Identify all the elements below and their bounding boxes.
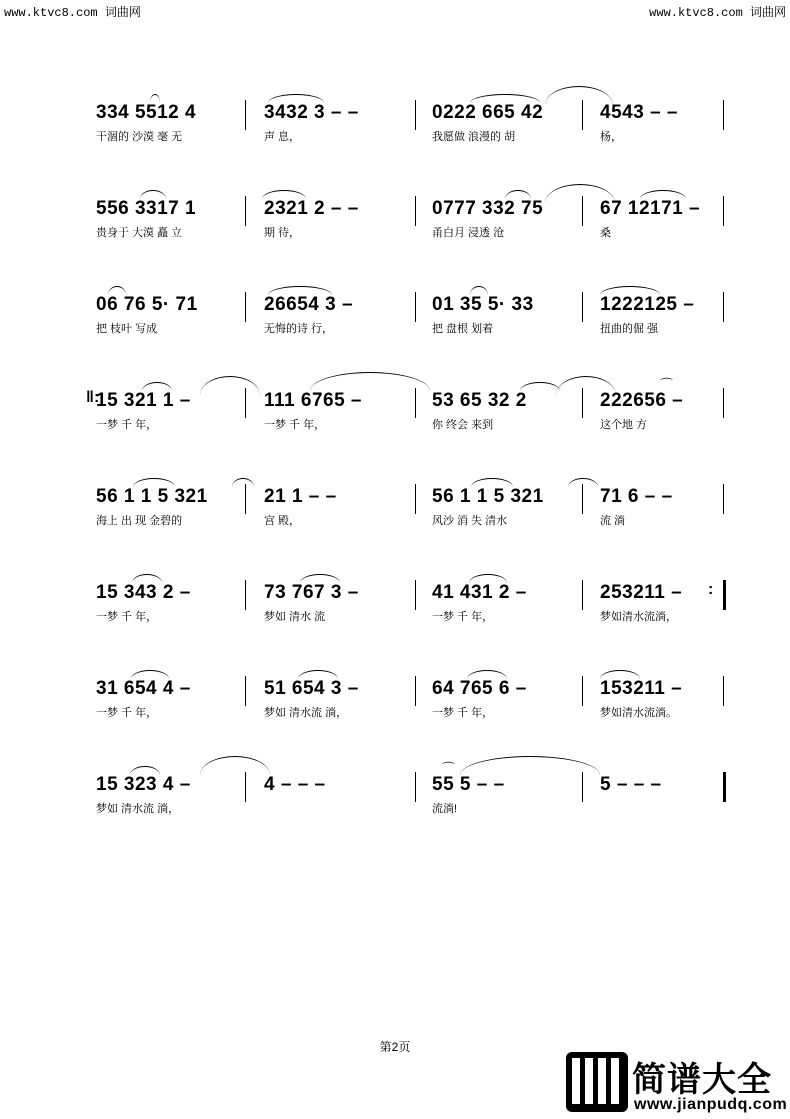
measure-lyrics: 桑	[600, 227, 611, 239]
measure-notes: 71 6 – –	[600, 486, 673, 507]
measure-notes: 73 767 3 –	[264, 582, 359, 603]
bar-line	[415, 676, 416, 706]
bar-line	[582, 292, 583, 322]
bar-line	[415, 100, 416, 130]
tie-arc	[268, 286, 332, 295]
measure-notes: 0777 332 75	[432, 198, 544, 219]
measure-lyrics: 梦如 清水 流	[264, 611, 326, 623]
bar-line	[723, 772, 726, 802]
measure-lyrics: 宫 殿，	[264, 515, 301, 527]
score-row	[0, 761, 790, 842]
measure-notes: 06 76 5· 71	[96, 294, 198, 315]
measure-lyrics: 一梦 千 年，	[432, 611, 494, 623]
measure-lyrics: 干涸的 沙漠 毫 无	[96, 131, 183, 143]
bar-line	[415, 772, 416, 802]
score-row	[0, 292, 790, 362]
measure-lyrics: 流淌!	[432, 803, 458, 815]
bar-line	[723, 676, 724, 706]
tie-arc	[310, 372, 430, 391]
tie-arc	[268, 94, 324, 103]
measure-notes: 253211 –	[600, 582, 683, 603]
tie-arc	[132, 574, 162, 583]
bar-line	[582, 484, 583, 514]
measure-lyrics: 甬白月 浸透 沧	[432, 227, 505, 239]
measure-lyrics: 流 淌	[600, 515, 626, 527]
tie-arc	[460, 756, 600, 775]
measure-notes: 21 1 – –	[264, 486, 337, 507]
measure-notes: 64 765 6 –	[432, 678, 527, 699]
logo-title: 简谱大全	[632, 1060, 772, 1100]
measure-notes: 55 5 – –	[432, 774, 505, 795]
measure-notes: 556 3317 1	[96, 198, 197, 219]
bar-line	[723, 484, 724, 514]
tie-arc	[232, 478, 254, 487]
tie-arc	[545, 86, 613, 105]
tie-arc	[505, 190, 531, 199]
measure-lyrics: 我愿做 浪漫的 胡	[432, 131, 516, 143]
score-row	[0, 484, 790, 554]
tie-arc	[108, 286, 126, 295]
bar-line	[415, 292, 416, 322]
measure-lyrics: 梦如 清水流 淌，	[264, 707, 348, 719]
tie-arc	[556, 376, 616, 395]
measure-lyrics: 海上 出 现 金碧的	[96, 515, 183, 527]
bar-line	[582, 772, 583, 802]
measure-notes: 4543 – –	[600, 102, 678, 123]
measure-notes: 1222125 –	[600, 294, 695, 315]
score-row	[0, 676, 790, 746]
tie-arc	[471, 478, 513, 487]
bar-line	[723, 580, 726, 610]
fermata-icon: ⌒	[660, 377, 674, 392]
measure-notes: 111 6765 –	[264, 390, 362, 411]
bar-line	[582, 580, 583, 610]
site-logo	[566, 1052, 790, 1119]
bar-line	[415, 580, 416, 610]
bar-line	[245, 196, 246, 226]
bar-line	[415, 196, 416, 226]
measure-lyrics: 梦如 清水流 淌，	[96, 803, 180, 815]
measure-lyrics: 一梦 千 年，	[96, 611, 158, 623]
measure-notes: 31 654 4 –	[96, 678, 191, 699]
measure-notes: 67 12171 –	[600, 198, 701, 219]
measure-lyrics: 期 待，	[264, 227, 301, 239]
measure-lyrics: 把 盘根 划着	[432, 323, 494, 335]
tie-arc	[131, 670, 169, 679]
score-row	[0, 196, 790, 266]
bar-line	[245, 772, 246, 802]
measure-lyrics: 声 息，	[264, 131, 301, 143]
measure-notes: 334 5512 4	[96, 102, 197, 123]
tie-arc	[133, 478, 175, 487]
measure-notes: 153211 –	[600, 678, 683, 699]
measure-notes: 56 1 1 5 321	[96, 486, 208, 507]
tie-arc	[467, 670, 507, 679]
tie-arc	[200, 376, 260, 395]
measure-notes: 15 343 2 –	[96, 582, 191, 603]
score-row	[0, 580, 790, 650]
measure-lyrics: 梦如清水流淌。	[600, 707, 677, 719]
site-header-left: www.ktvc8.com 词曲网	[4, 6, 141, 20]
site-header-right: www.ktvc8.com 词曲网	[649, 6, 786, 20]
score-row	[0, 100, 790, 170]
bar-line	[245, 484, 246, 514]
measure-notes: 53 65 32 2	[432, 390, 527, 411]
tie-arc	[298, 670, 338, 679]
score-row	[0, 377, 790, 458]
bar-line	[415, 484, 416, 514]
measure-notes: 01 35 5· 33	[432, 294, 534, 315]
repeat-start-icon: ‖:	[86, 389, 100, 406]
measure-lyrics: 一梦 千 年，	[264, 419, 326, 431]
tie-arc	[470, 94, 540, 103]
measure-notes: 15 321 1 –	[96, 390, 191, 411]
measure-notes: 26654 3 –	[264, 294, 354, 315]
tie-arc	[200, 756, 270, 775]
tie-arc	[470, 286, 488, 295]
page-number: 第2页	[379, 1040, 411, 1054]
tie-arc	[140, 190, 166, 199]
bar-line	[415, 388, 416, 418]
measure-notes: 4 – – –	[264, 774, 326, 795]
tie-arc	[469, 574, 507, 583]
tie-arc	[142, 382, 172, 391]
measure-notes: 0222 665 42	[432, 102, 544, 123]
bar-line	[245, 580, 246, 610]
measure-notes: 5 – – –	[600, 774, 662, 795]
fermata-icon: ⌒	[442, 761, 456, 776]
bar-line	[723, 388, 724, 418]
measure-lyrics: 扭曲的倔 强	[600, 323, 659, 335]
measure-notes: 15 323 4 –	[96, 774, 191, 795]
measure-lyrics: 贵身于 大漠 矗 立	[96, 227, 183, 239]
measure-lyrics: 杨，	[600, 131, 622, 143]
measure-notes: 3432 3 – –	[264, 102, 359, 123]
tie-arc	[600, 286, 660, 295]
measure-lyrics: 一梦 千 年，	[96, 419, 158, 431]
measure-lyrics: 一梦 千 年，	[432, 707, 494, 719]
measure-notes: 222656 –	[600, 390, 684, 411]
bar-line	[723, 292, 724, 322]
measure-lyrics: 风沙 消 失 清水	[432, 515, 508, 527]
bar-line	[723, 196, 724, 226]
measure-lyrics: 梦如清水流淌，	[600, 611, 677, 623]
tie-arc	[640, 190, 686, 199]
bar-line	[582, 676, 583, 706]
tie-arc	[150, 94, 160, 103]
measure-lyrics: 你 终会 来到	[432, 419, 494, 431]
measure-lyrics: 这个地 方	[600, 419, 648, 431]
bar-line	[245, 676, 246, 706]
measure-notes: 51 654 3 –	[264, 678, 359, 699]
bar-line	[245, 100, 246, 130]
logo-url: www.jianpudq.com	[634, 1096, 788, 1113]
tie-arc	[568, 478, 598, 487]
measure-lyrics: 无悔的诗 行，	[264, 323, 334, 335]
bar-line	[723, 100, 724, 130]
tie-arc	[520, 382, 560, 391]
measure-notes: 2321 2 – –	[264, 198, 359, 219]
bar-line	[245, 292, 246, 322]
measure-lyrics: 一梦 千 年，	[96, 707, 158, 719]
tie-arc	[262, 190, 306, 199]
measure-notes: 41 431 2 –	[432, 582, 527, 603]
tie-arc	[300, 574, 340, 583]
tie-arc	[600, 670, 640, 679]
repeat-end-icon: :	[708, 581, 714, 598]
measure-notes: 56 1 1 5 321	[432, 486, 544, 507]
tie-arc	[545, 184, 615, 203]
tie-arc	[130, 766, 160, 775]
measure-lyrics: 把 枝叶 写成	[96, 323, 158, 335]
piano-keys-icon	[566, 1052, 628, 1112]
